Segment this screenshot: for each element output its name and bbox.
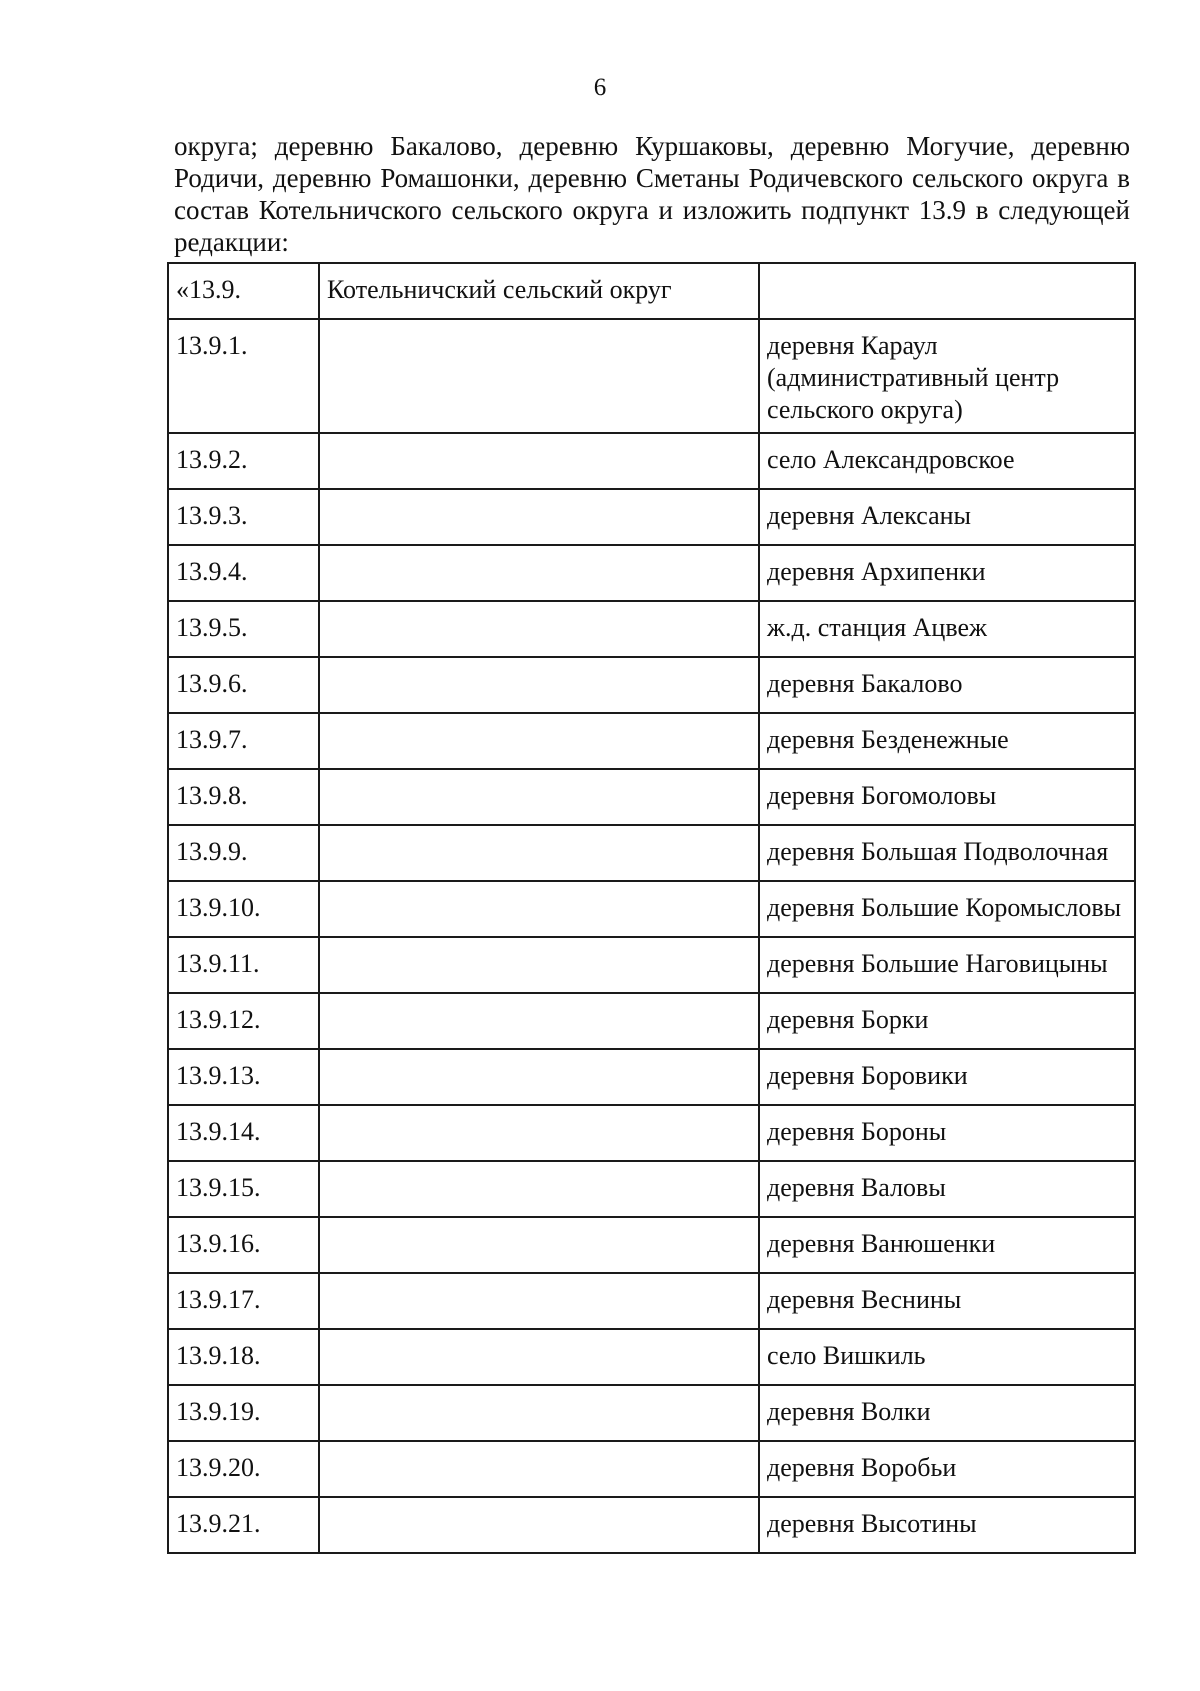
table-row xyxy=(168,1497,1135,1553)
row-number-cell: 13.9.17. xyxy=(168,1273,319,1329)
row-place-cell: деревня Алексаны xyxy=(759,489,1135,545)
table-row xyxy=(168,489,1135,545)
row-okrug-cell xyxy=(319,319,759,433)
row-okrug-cell xyxy=(319,713,759,769)
table-row xyxy=(168,1049,1135,1105)
row-place-cell: деревня Большие Коромысловы xyxy=(759,881,1135,937)
table-row xyxy=(168,433,1135,489)
row-number-cell: 13.9.8. xyxy=(168,769,319,825)
row-okrug-cell xyxy=(319,545,759,601)
row-okrug-cell xyxy=(319,993,759,1049)
table-row xyxy=(168,1161,1135,1217)
row-place-cell: деревня Ванюшенки xyxy=(759,1217,1135,1273)
row-place-cell: деревня Боровики xyxy=(759,1049,1135,1105)
row-okrug-cell xyxy=(319,1441,759,1497)
row-place-cell: деревня Высотины xyxy=(759,1497,1135,1553)
row-okrug-cell xyxy=(319,825,759,881)
row-number-cell: 13.9.1. xyxy=(168,319,319,433)
row-place-cell: деревня Архипенки xyxy=(759,545,1135,601)
row-okrug-cell xyxy=(319,937,759,993)
row-place-cell: деревня Большие Наговицыны xyxy=(759,937,1135,993)
row-number-cell: 13.9.19. xyxy=(168,1385,319,1441)
row-place-cell: деревня Веснины xyxy=(759,1273,1135,1329)
row-okrug-cell xyxy=(319,1217,759,1273)
row-okrug-cell xyxy=(319,1497,759,1553)
row-place-cell: деревня Бороны xyxy=(759,1105,1135,1161)
table-row xyxy=(168,881,1135,937)
table-row xyxy=(168,993,1135,1049)
row-place-cell: деревня Караул (административный центр сельского округа) xyxy=(759,319,1135,433)
row-number-cell: 13.9.16. xyxy=(168,1217,319,1273)
row-number-cell: 13.9.18. xyxy=(168,1329,319,1385)
row-number-cell: 13.9.9. xyxy=(168,825,319,881)
row-place-cell: деревня Воробьи xyxy=(759,1441,1135,1497)
row-number-cell: 13.9.2. xyxy=(168,433,319,489)
header-okrug-cell: Котельничский сельский округ xyxy=(319,263,759,319)
table-row xyxy=(168,601,1135,657)
settlements-table xyxy=(167,262,1136,1554)
row-okrug-cell xyxy=(319,881,759,937)
row-number-cell: 13.9.3. xyxy=(168,489,319,545)
row-okrug-cell xyxy=(319,601,759,657)
row-okrug-cell xyxy=(319,1105,759,1161)
page-number: 6 xyxy=(593,74,607,101)
header-place-cell xyxy=(759,263,1135,319)
row-okrug-cell xyxy=(319,1385,759,1441)
row-okrug-cell xyxy=(319,433,759,489)
table-row xyxy=(168,1329,1135,1385)
row-number-cell: 13.9.13. xyxy=(168,1049,319,1105)
row-number-cell: 13.9.6. xyxy=(168,657,319,713)
table-row xyxy=(168,1385,1135,1441)
table-row xyxy=(168,1105,1135,1161)
row-number-cell: 13.9.14. xyxy=(168,1105,319,1161)
table-row xyxy=(168,713,1135,769)
table-row xyxy=(168,825,1135,881)
row-number-cell: 13.9.7. xyxy=(168,713,319,769)
row-number-cell: 13.9.4. xyxy=(168,545,319,601)
table-row xyxy=(168,1217,1135,1273)
row-place-cell: деревня Бакалово xyxy=(759,657,1135,713)
table-row xyxy=(168,657,1135,713)
row-number-cell: 13.9.20. xyxy=(168,1441,319,1497)
row-place-cell: деревня Безденежные xyxy=(759,713,1135,769)
row-number-cell: 13.9.21. xyxy=(168,1497,319,1553)
row-place-cell: деревня Богомоловы xyxy=(759,769,1135,825)
row-okrug-cell xyxy=(319,657,759,713)
row-place-cell: село Вишкиль xyxy=(759,1329,1135,1385)
header-number-cell: «13.9. xyxy=(168,263,319,319)
row-place-cell: село Александровское xyxy=(759,433,1135,489)
table-row xyxy=(168,1441,1135,1497)
row-okrug-cell xyxy=(319,1161,759,1217)
row-okrug-cell xyxy=(319,769,759,825)
row-okrug-cell xyxy=(319,1049,759,1105)
row-place-cell: деревня Борки xyxy=(759,993,1135,1049)
row-okrug-cell xyxy=(319,1273,759,1329)
row-place-cell: деревня Большая Подволочная xyxy=(759,825,1135,881)
row-number-cell: 13.9.10. xyxy=(168,881,319,937)
table-row xyxy=(168,319,1135,433)
row-number-cell: 13.9.12. xyxy=(168,993,319,1049)
row-number-cell: 13.9.11. xyxy=(168,937,319,993)
intro-paragraph: округа; деревню Бакалово, деревню Куршаковы, деревню Могучие, деревню Родичи, деревню Ромашонки, деревню Сметаны Родичевского сельского округа в состав Котельничского сельского округа и изложить подпункт 13.9 в следующей редакции: xyxy=(174,131,1130,257)
row-place-cell: деревня Волки xyxy=(759,1385,1135,1441)
row-okrug-cell xyxy=(319,1329,759,1385)
table-row xyxy=(168,545,1135,601)
table-header-row xyxy=(168,263,1135,319)
row-okrug-cell xyxy=(319,489,759,545)
table-row xyxy=(168,769,1135,825)
row-place-cell: деревня Валовы xyxy=(759,1161,1135,1217)
row-place-cell: ж.д. станция Ацвеж xyxy=(759,601,1135,657)
table-row xyxy=(168,937,1135,993)
row-number-cell: 13.9.5. xyxy=(168,601,319,657)
table-row xyxy=(168,1273,1135,1329)
row-number-cell: 13.9.15. xyxy=(168,1161,319,1217)
